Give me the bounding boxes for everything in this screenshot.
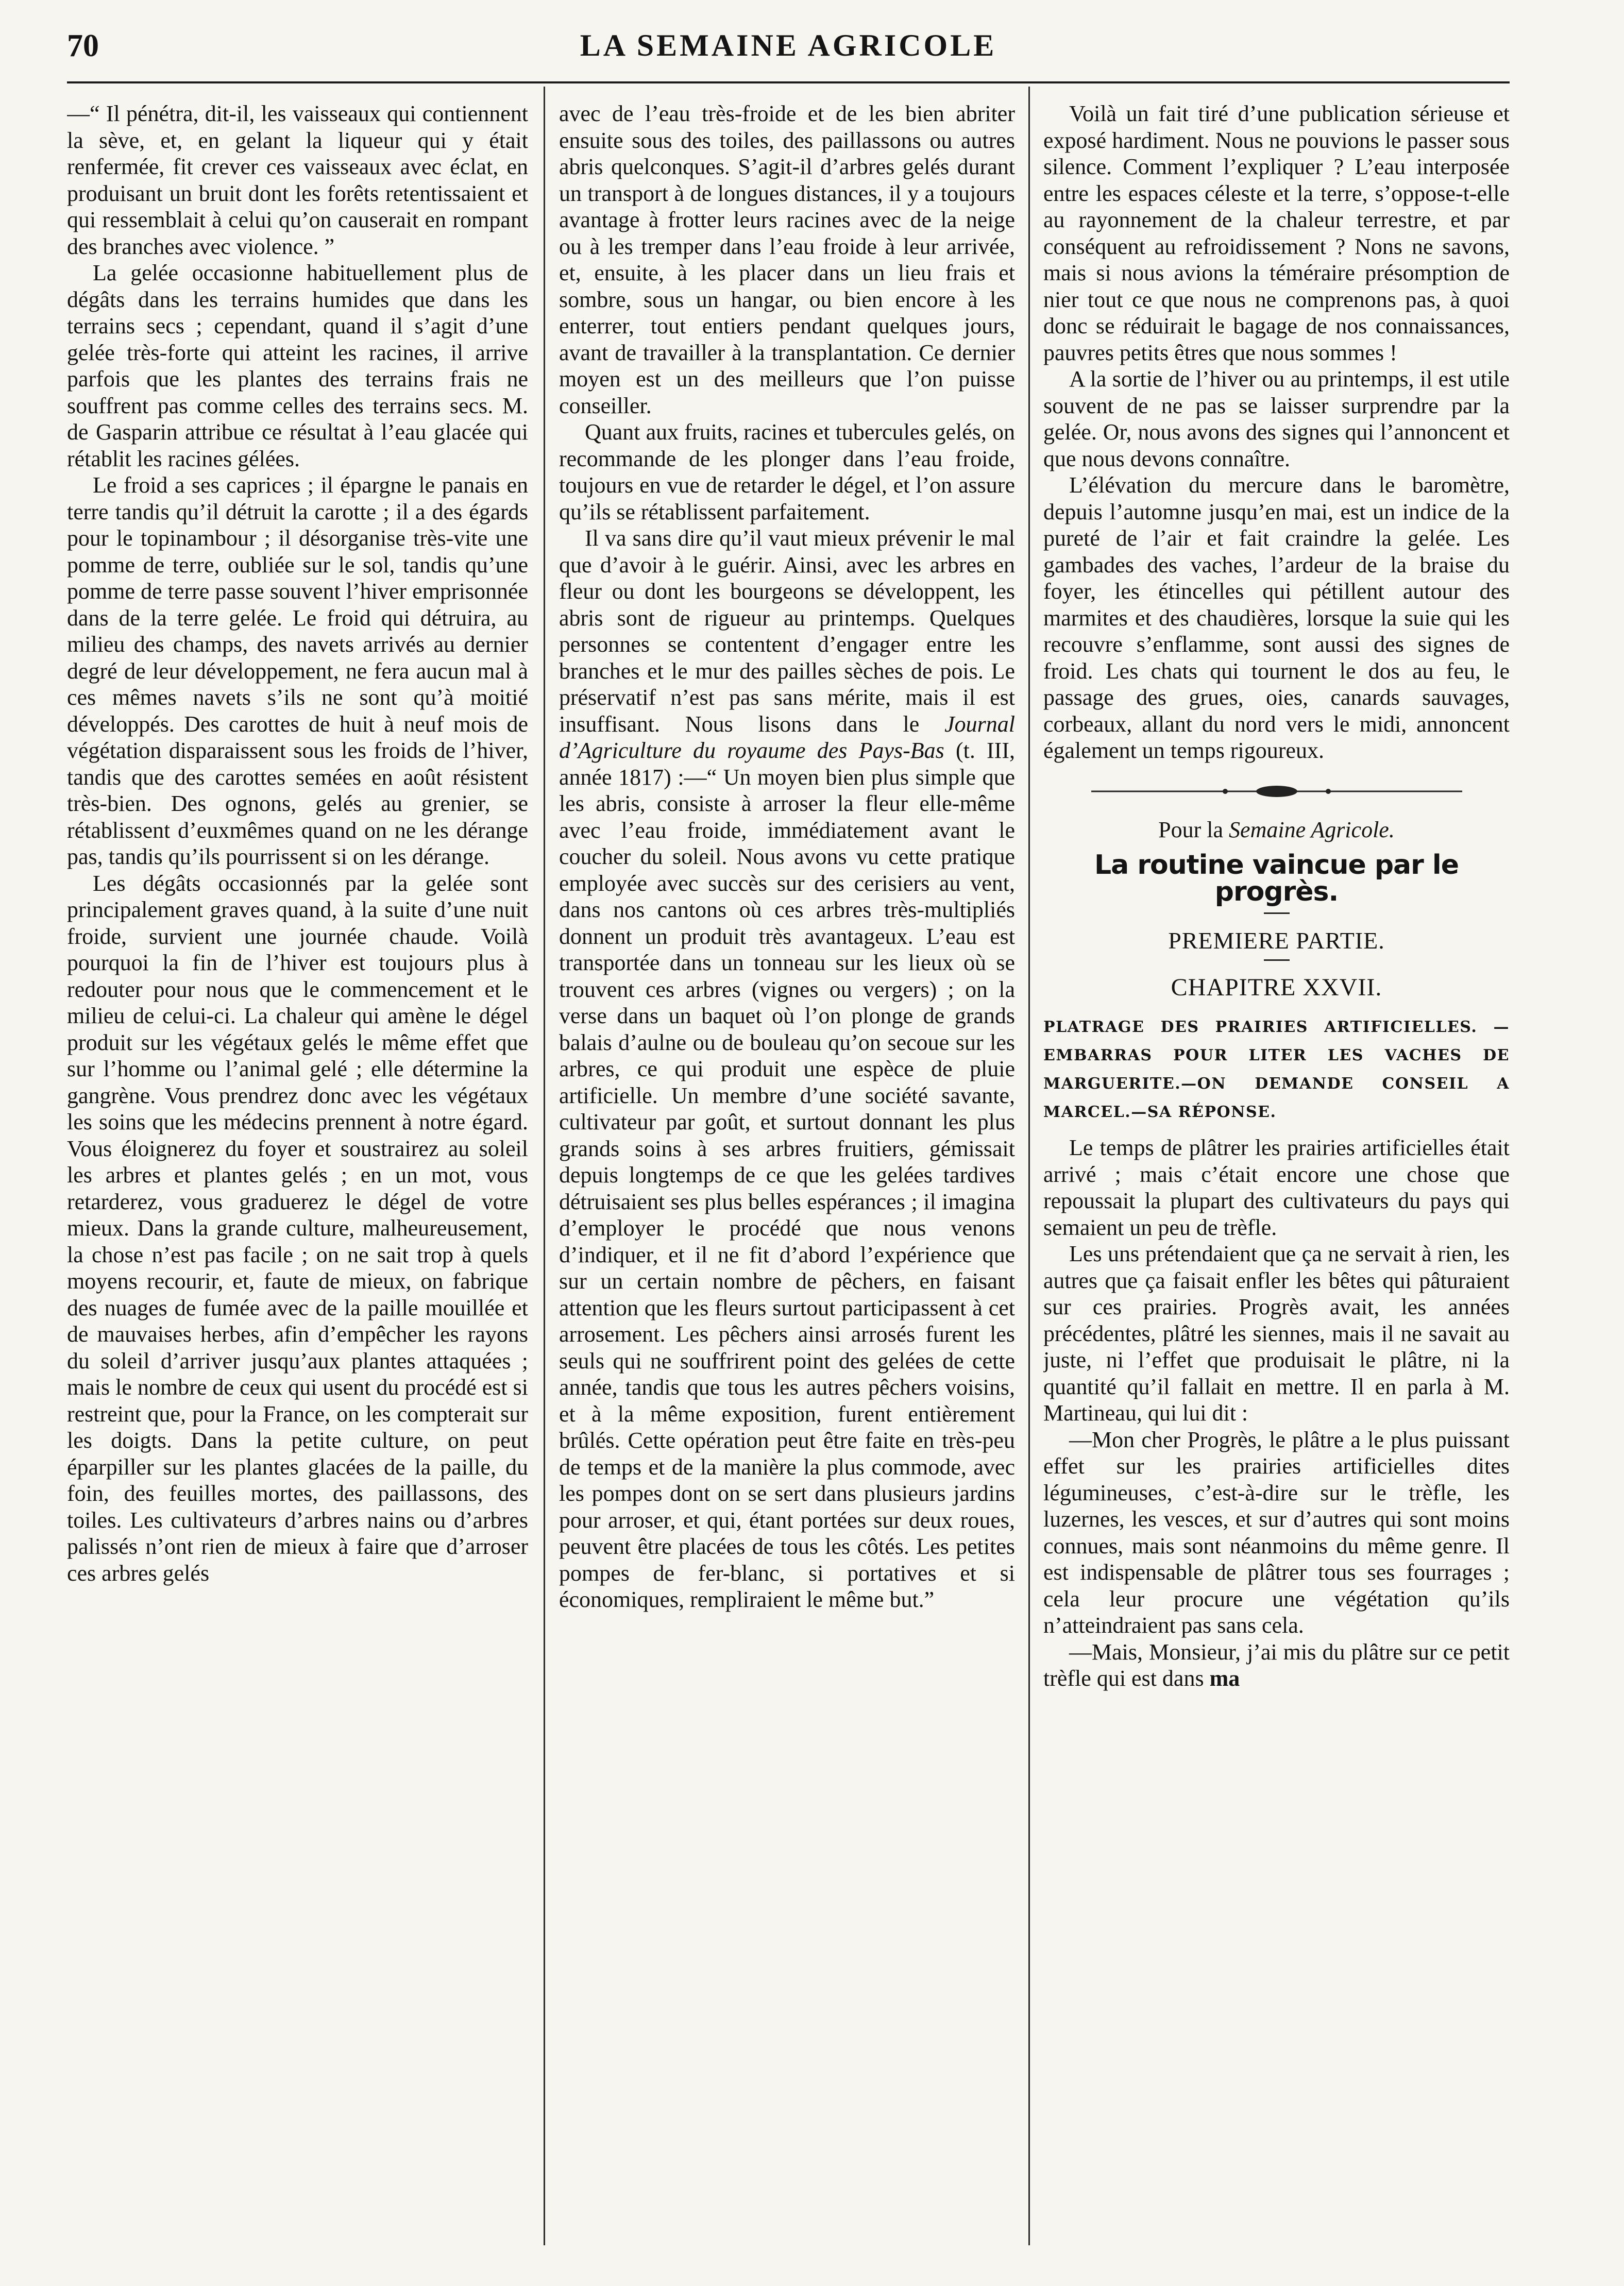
- chapter-summary: PLATRAGE DES PRAIRIES ARTIFICIELLES. —EMBARRAS POUR LITER LES VACHES DE MARGUERITE.—ON DEMANDE CONSEIL A MARCEL.—SA RÉPONSE.: [1043, 1018, 1510, 1121]
- column-divider-1: [544, 87, 545, 2245]
- short-rule: [1264, 912, 1290, 914]
- journal-citation: Journal d’Agriculture du royaume des Pays-Bas: [559, 711, 1015, 763]
- journal-title: LA SEMAINE AGRICOLE: [580, 28, 997, 62]
- byline-prefix: Pour la: [1158, 817, 1224, 842]
- byline-source: Semaine Agricole.: [1229, 817, 1395, 842]
- chapter-title: CHAPITRE XXVII.: [1171, 973, 1382, 1001]
- paragraph-text: (t. III, année 1817) :—“ Un moyen bien plus simple que les abris, consiste à arroser la fleur elle-même avec l’eau froide, immédiatement avant le coucher du soleil. Nous avons vu cette pratique employée avec succès sur des cerisiers au vent, dans nos cantons où ces arbres très-multipliés donnent un produit très avantageux. L’eau est transportée dans un tonneau sur les lieux où se trouvent ces arbres (vignes ou vergers) ; on la verse dans un baquet où l’on plonge de grands balais d’aulne ou de bouleau qu’on secoue sur les arbres, ce qui produit une espèce de pluie artificielle. Un membre d’une société savante, cultivateur par goût, et surtout donnant les plus grands soins à ses arbres fruitiers, gémissait depuis longtemps de ce que les gelées tardives détruisaient ses plus belles espérances ; il imagina d’employer le procédé que nous venons d’indiquer, et il ne fit d’abord l’expérience que sur un certain nombre de pêchers, en faisant attention que les fleurs surtout participassent à cet arrosement. Les pêchers ainsi arrosés furent les seuls qui ne souffrirent point des gelées de cette année, tandis que tous les autres pêchers voisins, et à la même exposition, furent entièrement brûlés. Cette opération peut être faite en très-peu de temps et de la manière la plus commode, avec les pompes dont on se sert dans plusieurs jardins pour arroser, et qui, étant portées sur deux roues, peuvent être placées de tous les côtés. Les petites pompes de fer-blanc, si portatives et si économiques, rempliraient le même but.”: [559, 738, 1015, 1612]
- paragraph: Le froid a ses caprices ; il épargne le panais en terre tandis qu’il détruit la carotte ; il a des égards pour le topinambour ; il désorganise très-vite une pomme de terre, oubliée sur le sol, tandis qu’une pomme de terre passe souvent l’hiver emprisonnée dans de la terre gelée. Le froid qui détruira, au milieu des champs, des navets arrivés au dernier degré de leur développement, ne fera aucun mal à ces mêmes navets s’ils ne sont qu’à moitié développés. Des carottes de huit à neuf mois de végétation disparaissent sous les froids de l’hiver, tandis que des carottes semées en août résistent très-bien. Des ognons, gelés au grenier, se rétablissent d’euxmêmes quand on ne les dérange pas, tandis qu’ils pourrissent si on les dérange.: [67, 472, 528, 869]
- paragraph: A la sortie de l’hiver ou au printemps, il est utile souvent de ne pas se laisser surprendre par la gelée. Or, nous avons des signes qui l’annoncent et que nous devons connaître.: [1043, 366, 1510, 471]
- paragraph: avec de l’eau très-froide et de les bien abriter ensuite sous des toiles, des paillassons ou autres abris quelconques. S’agit-il d’arbres gelés durant un transport à de longues distances, il y a toujours avantage à frotter leurs racines avec de la neige ou à les tremper dans l’eau froide à leur arrivée, et, ensuite, à les placer dans un lieu frais et sombre, sous un hangar, ou bien encore à les enterrer, tout entiers pendant quelques jours, avant de travailler à la transplantation. Ce dernier moyen est un des meilleurs que l’on puisse conseiller.: [559, 101, 1015, 418]
- paragraph: L’élévation du mercure dans le baromètre, depuis l’automne jusqu’en mai, est un indice de la pureté de l’air et fait craindre la gelée. Les gambades des vaches, l’ardeur de la braise du foyer, les étincelles qui pétillent autour des marmites et des chaudières, lorsque la suie qui les recouvre s’enflamme, sont aussi des signes de froid. Les chats qui tournent le dos au feu, le passage des grues, oies, canards sauvages, corbeaux, allant du nord vers le midi, annoncent également un temps rigoureux.: [1043, 472, 1510, 763]
- paragraph: Les dégâts occasionnés par la gelée sont principalement graves quand, à la suite d’une nuit froide, survient une journée chaude. Voilà pourquoi la fin de l’hiver est toujours plus à redouter pour nous que le commencement et le milieu de celui-ci. La chaleur qui amène le dégel produit sur les végétaux gelés le même effet que sur l’homme ou l’animal gelé ; elle détermine la gangrène. Vous prendrez donc avec les végétaux les soins que les médecins prennent à notre égard. Vous éloignerez du foyer et soustrairez au soleil les arbres et plantes gelés ; en un mot, vous retarderez, vous graduerez le dégel de votre mieux. Dans la grande culture, malheureusement, la chose n’est pas facile ; on ne sait trop à quels moyens recourir, et, faute de mieux, on fabrique des nuages de fumée avec de la paille mouillée et de mauvaises herbes, afin d’empêcher les rayons du soleil d’arriver jusqu’aux plantes attaquées ; mais le nombre de ceux qui usent du procédé est si restreint que, pour la France, on les compterait sur les doigts. Dans la petite culture, on peut éparpiller sur les plantes glacées de la paille, du foin, des feuilles mortes, des paillassons, des toiles. Les cultivateurs d’arbres nains ou d’arbres palissés n’ont rien de mieux à faire que d’arroser ces arbres gelés: [67, 870, 528, 1586]
- paragraph: —Mon cher Progrès, le plâtre a le plus puissant effet sur les prairies artificielles dites légumineuses, c’est-à-dire sur le trèfle, les luzernes, les vesces, et sur d’autres qui sont moins connues, mais sont néanmoins du même genre. Il est indispensable de plâtrer tous ses fourrages ; cela leur procure une végétation qu’ils n’atteindraient pas sans cela.: [1043, 1427, 1510, 1638]
- part-title: PREMIERE PARTIE.: [1168, 927, 1385, 954]
- paragraph: —“ Il pénétra, dit-il, les vaisseaux qui contiennent la sève, et, en gelant la liqueur qui y était renfermée, fit crever ces vaisseaux avec éclat, en produisant un bruit dont les forêts retentissaient et qui ressemblait à celui qu’on causerait en rompant des branches avec violence. ”: [67, 101, 528, 259]
- paragraph-text: —Mais, Monsieur, j’ai mis du plâtre sur ce petit trèfle qui est dans: [1043, 1639, 1510, 1691]
- short-rule: [1264, 959, 1290, 961]
- page-header: [67, 23, 1510, 74]
- byline: [1043, 817, 1510, 843]
- column-2: [559, 100, 1015, 2254]
- paragraph-bold-word: ma: [1209, 1666, 1240, 1691]
- paragraph: [559, 525, 1015, 1613]
- ornament-divider: [1091, 784, 1462, 799]
- header-rule: [67, 81, 1510, 83]
- paragraph: Voilà un fait tiré d’une publication sérieuse et exposé hardiment. Nous ne pouvions le passer sous silence. Comment l’expliquer ? L’eau interposée entre les espaces céleste et la terre, s’oppose-t-elle au rayonnement de la chaleur terrestre, et par conséquent au refroidissement ? Nons ne savons, mais si nous avions la téméraire présomption de nier tout ce que nous ne comprenons pas, à quoi donc se réduirait le bagage de nos connaissances, pauvres petits êtres que nous sommes !: [1043, 101, 1510, 365]
- paragraph: Quant aux fruits, racines et tubercules gelés, on recommande de les plonger dans l’eau froide, toujours en vue de retarder le dégel, et l’on assure qu’ils se rétablissent parfaitement.: [559, 419, 1015, 524]
- paragraph: La gelée occasionne habituellement plus de dégâts dans les terrains humides que dans les terrains secs ; cependant, quand il s’agit d’une gelée très-forte qui atteint les racines, il arrive parfois que les plantes des terrains frais ne souffrent pas comme celles des terrains secs. M. de Gasparin attribue ce résultat à l’eau glacée qui rétablit les racines gélées.: [67, 260, 528, 471]
- column-3: [1043, 100, 1510, 2254]
- paragraph: Le temps de plâtrer les prairies artificielles était arrivé ; mais c’était encore une chose que repoussait la plupart des cultivateurs du pays qui semaient un peu de trèfle.: [1043, 1135, 1510, 1240]
- paragraph-text: Il va sans dire qu’il vaut mieux prévenir le mal que d’avoir à le guérir. Ainsi, avec les arbres en fleur ou dont les bourgeons se développent, les abris sont de rigueur au printemps. Quelques personnes se contentent d’engager entre les branches et le mur des pailles sèches de pois. Le préservatif n’est pas sans mérite, mais il est insuffisant. Nous lisons dans le: [559, 526, 1015, 737]
- paragraph: [1043, 1639, 1510, 1692]
- paragraph: Les uns prétendaient que ça ne servait à rien, les autres que ça faisait enfler les bêtes qui pâturaient sur ces prairies. Progrès avait, les années précédentes, plâtré les siennes, mais il ne savait au juste, ni l’effet que produisait le plâtre, ni la quantité qu’il fallait en mettre. Il en parla à M. Martineau, qui lui dit :: [1043, 1241, 1510, 1426]
- section-title: La routine vaincue par le progrès.: [1094, 850, 1459, 907]
- column-divider-2: [1028, 87, 1030, 2245]
- column-1: [67, 100, 528, 2254]
- page-number: 70: [67, 28, 99, 63]
